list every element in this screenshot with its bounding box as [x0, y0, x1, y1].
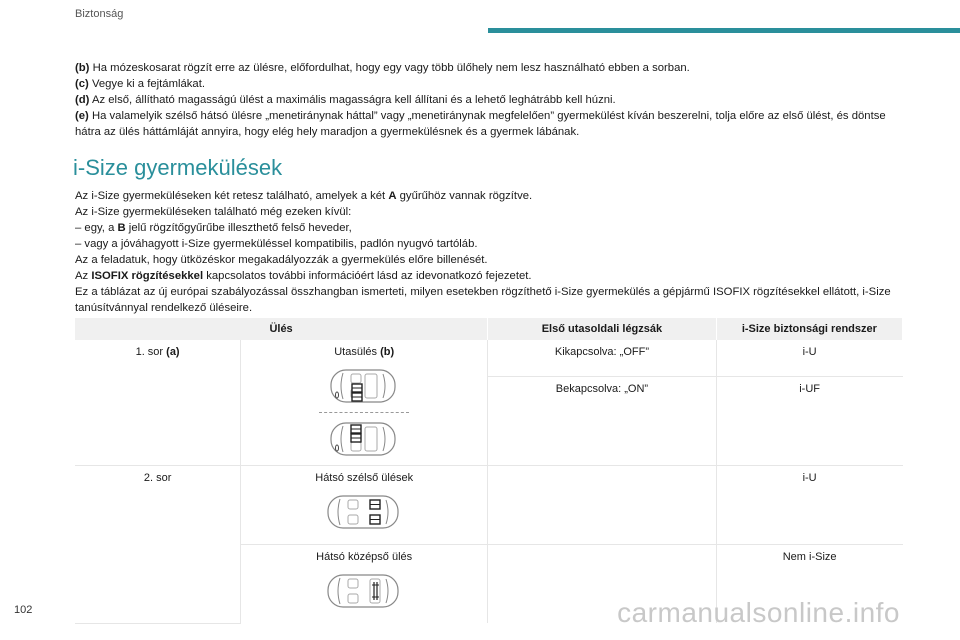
body-line: – egy, a B jelű rögzítőgyűrűbe illeszthető felső heveder,	[75, 222, 352, 234]
airbag-off-cell: Kikapcsolva: „OFF”	[488, 340, 717, 377]
system-not-isize-cell: Nem i-Size	[782, 551, 837, 563]
header-airbag: Első utasoldali légzsák	[488, 318, 717, 340]
system-iu-cell: i-U	[716, 340, 902, 377]
body-text	[75, 188, 895, 316]
body-line: Az i-Size gyermeküléseken található még ezeken kívül:	[75, 206, 352, 218]
table-row	[75, 340, 903, 377]
car-rear-outer-icon	[326, 490, 402, 536]
header-accent-bar	[488, 28, 960, 33]
seat-rear-outer: Hátsó szélső ülések	[241, 466, 488, 545]
note-c: (c) Vegye ki a fejtámlákat.	[75, 78, 205, 90]
section-title: i-Size gyermekülések	[73, 155, 283, 180]
car-rear-center-icon	[326, 569, 402, 615]
row-label-1: 1. sor (a)	[75, 340, 241, 466]
section-header: Biztonság	[75, 8, 124, 20]
seat-passenger: Utasülés (b)	[241, 340, 488, 466]
table-header-row	[75, 318, 903, 340]
body-line: Az i-Size gyermeküléseken két retesz található, amelyek a két A gyűrűhöz vannak rögzítve.	[75, 190, 533, 202]
airbag-on-cell: Bekapcsolva: „ON”	[488, 377, 717, 466]
page-number: 102	[14, 604, 33, 616]
divider	[319, 412, 409, 413]
body-line: – vagy a jóváhagyott i-Size gyermeküléssel kompatibilis, padlón nyugvó tartóláb.	[75, 238, 478, 250]
airbag-empty-cell	[488, 466, 717, 545]
watermark: carmanualsonline.info	[617, 597, 900, 628]
header-system: i-Size biztonsági rendszer	[716, 318, 902, 340]
table-row	[75, 466, 903, 545]
body-line: Ez a táblázat az új európai szabályozással összhangban ismerteti, milyen esetekben rögzíthető i-Size gyermekülés a gépjármű ISOFIX rögzítésekkel ellátott, i-Size tanúsítvánnyal rendelkező üléseire.	[75, 286, 891, 314]
system-iu-cell: i-U	[716, 466, 902, 545]
footnotes	[75, 60, 895, 140]
car-front-passenger-icon	[329, 417, 399, 461]
note-d: (d) Az első, állítható magasságú ülést a maximális magasságra kell állítani és a lehető leghátrább kell húzni.	[75, 94, 616, 106]
row-label-2: 2. sor	[75, 466, 241, 624]
isize-table	[75, 318, 903, 624]
note-e: (e) Ha valamelyik szélső hátsó ülésre „menetiránynak háttal” vagy „menetiránynak megfelelően” gyermekülést kíván beszerelni, tolja előre az első ülést, és döntse hátra az ülés háttámláját annyira, hogy elég hely maradjon a gyermekülésnek és a gyermek lábának.	[75, 110, 886, 138]
header-seat: Ülés	[75, 318, 488, 340]
body-line: Az a feladatuk, hogy ütközéskor megakadályozzák a gyermekülés előre billenését.	[75, 254, 488, 266]
body-line: Az ISOFIX rögzítésekkel kapcsolatos további információért lásd az idevonatkozó fejezetet.	[75, 270, 532, 282]
car-front-passenger-icon	[329, 364, 399, 408]
note-b: (b) Ha mózeskosarat rögzít erre az ülésre, előfordulhat, hogy egy vagy több ülőhely nem lesz használható ebben a sorban.	[75, 62, 690, 74]
seat-rear-center: Hátsó középső ülés	[241, 545, 488, 624]
system-iuf-cell: i-UF	[716, 377, 902, 466]
